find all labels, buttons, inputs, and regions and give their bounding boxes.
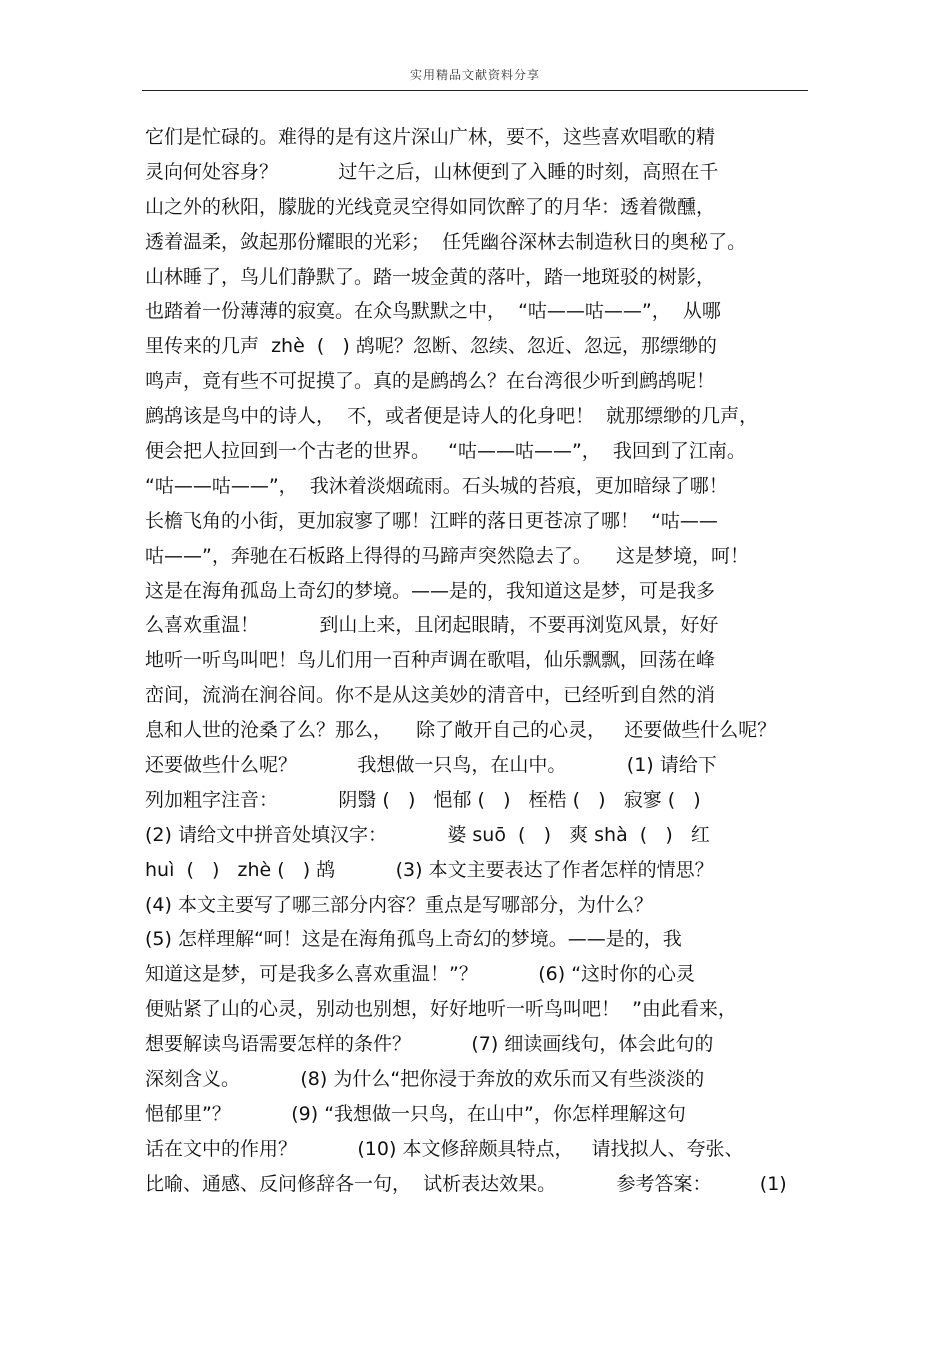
text-line: 列加粗字注音： 阴翳 ( ) 悒郁 ( ) 桎梏 ( ) 寂寥 ( ) [145, 788, 701, 811]
text-line: 便贴紧了山的心灵，别动也别想，好好地听一听鸟叫吧！ ”由此看来， [145, 998, 737, 1021]
text-line: 鹧鸪该是鸟中的诗人， 不，或者便是诗人的化身吧！ 就那缥缈的几声， [145, 405, 759, 428]
text-line: 峦间，流淌在涧谷间。你不是从这美妙的清音中，已经听到自然的消 [145, 684, 716, 707]
text-line: 里传来的几声 zhè ( ) 鸪呢？忽断、忽续、忽近、忽远，那缥缈的 [145, 335, 717, 358]
text-line: 灵向何处容身？ 过午之后，山林便到了入睡的时刻，高照在千 [145, 160, 719, 183]
text-line: 想要解读鸟语需要怎样的条件？ (7) 细读画线句，体会此句的 [145, 1033, 714, 1056]
text-line: 知道这是梦，可是我多么喜欢重温！”？ (6) “这时你的心灵 [145, 963, 696, 986]
text-line: 么喜欢重温！ 到山上来，且闭起眼睛，不要再浏览风景，好好 [145, 614, 719, 637]
text-line: 话在文中的作用？ (10) 本文修辞颇具特点， 请找拟人、夸张、 [145, 1137, 744, 1160]
text-line: 长檐飞角的小街，更加寂寥了哪！江畔的落日更苍凉了哪！ “咕—— [145, 509, 718, 532]
text-line: (5) 怎样理解“呵！这是在海角孤鸟上奇幻的梦境。——是的，我 [145, 928, 682, 951]
text-line: 它们是忙碌的。难得的是有这片深山广林，要不，这些喜欢唱歌的精 [145, 126, 716, 148]
text-line: 深刻含义。 (8) 为什么“把你浸于奔放的欢乐而又有些淡淡的 [145, 1068, 705, 1091]
header-divider [142, 90, 808, 91]
text-line: 也踏着一份薄薄的寂寞。在众鸟默默之中， “咕——咕——”， 从哪 [145, 300, 721, 323]
text-line: 便会把人拉回到一个古老的世界。 “咕——咕——”， 我回到了江南。 [145, 440, 746, 463]
text-line: 咕——”，奔驰在石板路上得得的马蹄声突然隐去了。 这是梦境，呵！ [145, 544, 750, 567]
text-line: 息和人世的沧桑了么？那么， 除了敞开自己的心灵， 还要做些什么呢？ [145, 719, 777, 742]
text-line: 鸣声，竟有些不可捉摸了。真的是鹧鸪么？在台湾很少听到鹧鸪呢！ [145, 370, 716, 393]
text-line: (2) 请给文中拼音处填汉字： 婆 suō ( ) 爽 shà ( ) 红 [145, 823, 710, 846]
text-line: 比喻、通感、反问修辞各一句， 试析表达效果。 参考答案： (1) [145, 1172, 787, 1195]
text-line: 山林睡了，鸟儿们静默了。踏一坡金黄的落叶，踏一地斑驳的树影， [145, 265, 716, 288]
page-header: 实用精品文献资料分享 [409, 68, 540, 82]
text-line: 还要做些什么呢？ 我想做一只鸟，在山中。 (1) 请给下 [145, 754, 717, 777]
text-line: 透着温柔，敛起那份耀眼的光彩； 任凭幽谷深林去制造秋日的奥秘了。 [145, 230, 747, 253]
document-body [145, 120, 845, 1202]
text-line: huì ( ) zhè ( ) 鸪 (3) 本文主要表达了作者怎样的情思？ [145, 858, 714, 881]
text-line: 山之外的秋阳，朦胧的光线竟灵空得如同饮醉了的月华：透着微醺， [145, 195, 716, 218]
text-line: 悒郁里”？ (9) “我想做一只鸟，在山中”，你怎样理解这句 [145, 1102, 686, 1125]
text-line: (4) 本文主要写了哪三部分内容？重点是写哪部分，为什么？ [145, 893, 653, 916]
text-line: 这是在海角孤岛上奇幻的梦境。——是的，我知道这是梦，可是我多 [145, 579, 716, 602]
text-line: 地听一听鸟叫吧！鸟儿们用一百种声调在歌唱，仙乐飘飘，回荡在峰 [145, 649, 716, 672]
text-line: “咕——咕——”， 我沐着淡烟疏雨。石头城的苔痕，更加暗绿了哪！ [145, 474, 728, 497]
